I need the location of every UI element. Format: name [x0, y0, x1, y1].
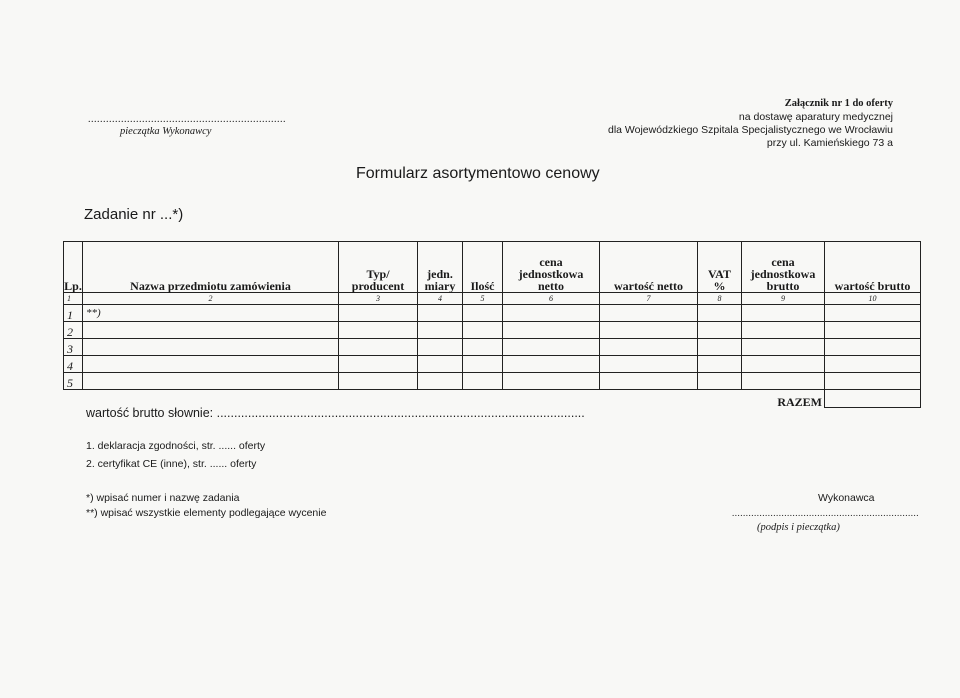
cell [825, 373, 921, 390]
cell [339, 305, 418, 322]
header-unit-gross: cena jednostkowa brutto [742, 242, 825, 293]
cell [825, 305, 921, 322]
cell [463, 322, 503, 339]
cell [600, 356, 698, 373]
cell [83, 322, 339, 339]
signature-dots: .................................................................... [732, 508, 919, 518]
cell [600, 339, 698, 356]
cell [742, 339, 825, 356]
col-num: 9 [742, 293, 825, 305]
stamp-dots: .................................................................. [88, 114, 286, 125]
cell [463, 305, 503, 322]
cell [698, 322, 742, 339]
table-row [64, 373, 921, 390]
row-note: **) [83, 305, 339, 322]
table-row [64, 339, 921, 356]
attachment-line-2: dla Wojewódzkiego Szpitala Specjalistycznego we Wrocławiu [607, 124, 893, 136]
header-value-gross: wartość brutto [825, 242, 921, 293]
cell [503, 356, 600, 373]
col-num: 3 [339, 293, 418, 305]
header-vat: VAT % [698, 242, 742, 293]
cell [83, 339, 339, 356]
total-spacer [64, 390, 698, 408]
header-qty: Ilość [463, 242, 503, 293]
cell [698, 373, 742, 390]
cell [339, 356, 418, 373]
cell [600, 322, 698, 339]
cell [698, 339, 742, 356]
col-num: 10 [825, 293, 921, 305]
header-row [64, 242, 921, 293]
attachment-line-3: przy ul. Kamieńskiego 73 a [766, 137, 893, 149]
total-value [825, 390, 921, 408]
cell [742, 305, 825, 322]
cell [463, 356, 503, 373]
cell [83, 373, 339, 390]
cell [463, 339, 503, 356]
cell [418, 322, 463, 339]
task-label: Zadanie nr ...*) [84, 206, 184, 223]
gross-in-words: wartość brutto słownie: .......................................................................................................... [86, 406, 585, 420]
row-number: 4 [64, 356, 83, 373]
cell [698, 356, 742, 373]
row-number: 2 [64, 322, 83, 339]
cell [503, 339, 600, 356]
cell [503, 305, 600, 322]
header-value-net: wartość netto [600, 242, 698, 293]
col-num: 5 [463, 293, 503, 305]
declaration-1: 1. deklaracja zgodności, str. ...... oferty [86, 440, 266, 452]
cell [418, 373, 463, 390]
table-row [64, 305, 921, 322]
total-label: RAZEM [698, 390, 825, 408]
stamp-label: pieczątka Wykonawcy [120, 126, 212, 137]
attachment-title: Załącznik nr 1 do oferty [784, 98, 893, 109]
cell [418, 356, 463, 373]
price-table [63, 241, 921, 408]
attachment-line-1: na dostawę aparatury medycznej [738, 111, 893, 123]
header-type: Typ/ producent [339, 242, 418, 293]
col-num: 7 [600, 293, 698, 305]
total-row [64, 390, 921, 408]
header-unit: jedn. miary [418, 242, 463, 293]
header-unit-net: cena jednostkowa netto [503, 242, 600, 293]
declaration-2: 2. certyfikat CE (inne), str. ...... oferty [86, 458, 257, 470]
cell [83, 356, 339, 373]
cell [600, 305, 698, 322]
cell [418, 305, 463, 322]
footnote-2: **) wpisać wszystkie elementy podlegające wycenie [86, 507, 327, 519]
signature-caption: (podpis i pieczątka) [757, 522, 840, 533]
cell [825, 356, 921, 373]
col-num: 2 [83, 293, 339, 305]
cell [742, 356, 825, 373]
cell [742, 373, 825, 390]
cell [418, 339, 463, 356]
column-number-row [64, 293, 921, 305]
col-num: 8 [698, 293, 742, 305]
table-row [64, 356, 921, 373]
cell [503, 373, 600, 390]
cell [339, 339, 418, 356]
cell [825, 322, 921, 339]
header-name: Nazwa przedmiotu zamówienia [83, 242, 339, 293]
cell [742, 322, 825, 339]
table-row [64, 322, 921, 339]
form-title: Formularz asortymentowo cenowy [356, 165, 600, 182]
cell [698, 305, 742, 322]
col-num: 6 [503, 293, 600, 305]
cell [600, 373, 698, 390]
header-lp: Lp. [64, 242, 83, 293]
cell [825, 339, 921, 356]
row-number: 3 [64, 339, 83, 356]
row-number: 5 [64, 373, 83, 390]
col-num: 4 [418, 293, 463, 305]
row-number: 1 [64, 305, 83, 322]
cell [339, 373, 418, 390]
signature-label: Wykonawca [818, 492, 875, 504]
col-num: 1 [64, 293, 83, 305]
cell [463, 373, 503, 390]
cell [503, 322, 600, 339]
footnote-1: *) wpisać numer i nazwę zadania [86, 492, 240, 504]
cell [339, 322, 418, 339]
